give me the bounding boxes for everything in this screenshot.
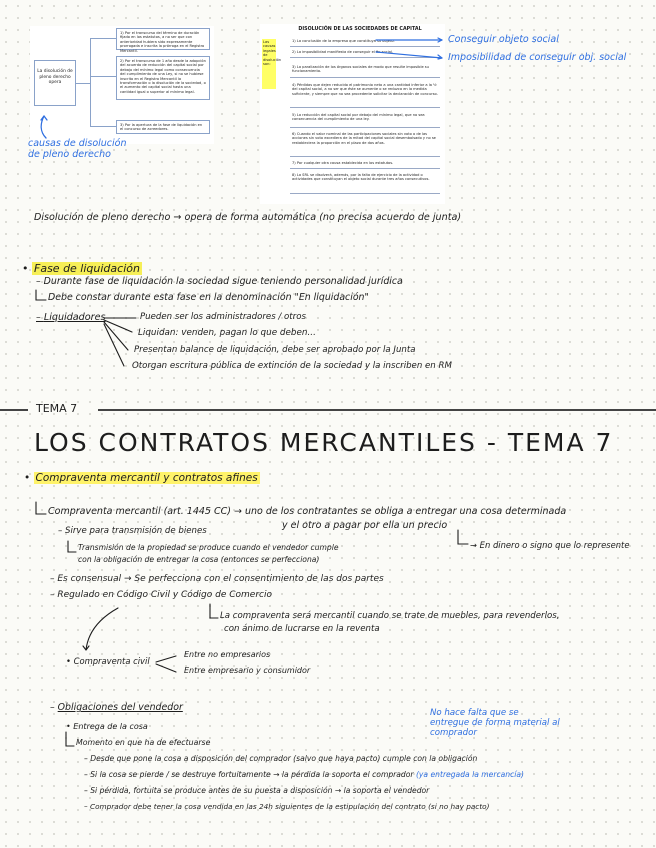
disolucion-note: Disolución de pleno derecho → opera de forma automática (no precisa acuerdo de junta) — [34, 212, 462, 223]
fase-line-2: Debe constar durante esta fase en la denominación "En liquidación" — [48, 292, 369, 303]
table-row: 5) La reducción del capital social por debajo del mínimo legal, que no sea consecuencia del cumplimiento de una ley. — [290, 112, 440, 128]
fase-liquidacion-heading: • Fase de liquidación — [22, 262, 140, 275]
table-row: 1) La conclusión de la empresa que constituya su objeto. — [290, 38, 440, 47]
entrega-note: No hace falta que se entregue de forma material al comprador — [430, 708, 560, 738]
cm-line-7: – Regulado en Código Civil y Código de Comercio — [50, 590, 272, 600]
page-title: LOS CONTRATOS MERCANTILES - TEMA 7 — [34, 428, 614, 457]
cm-line-4: → En dinero o signo que lo represente — [470, 540, 630, 550]
conseguir-annotation: Conseguir objeto social — [448, 34, 559, 45]
table-row: 2) La imposibilidad manifiesta de conseguir el fin social. — [290, 49, 440, 58]
diagram-left-box: La disolución de pleno derecho opera — [34, 60, 76, 106]
imposibilidad-annotation: Imposibilidad de conseguir obj. social — [448, 52, 627, 63]
oblig-6: – Comprador debe tener la cosa vendida en las 24h siguientes de la estipulación del contrato (si no hay pacto) — [84, 802, 490, 811]
civil-2: Entre empresario y consumidor — [184, 666, 311, 675]
causas-annotation: causas de disolución de pleno derecho — [28, 138, 127, 160]
obligaciones-heading: – Obligaciones del vendedor — [50, 702, 183, 713]
cm-line-1: Compraventa mercantil (art. 1445 CC) → uno de los contratantes se obliga a entregar una cosa determinada — [48, 506, 567, 517]
liquidadores-label: – Liquidadores — [36, 312, 106, 323]
oblig-3: – Desde que pone la cosa a disposición del comprador (salvo que haya pacto) cumple con la obligación — [84, 754, 478, 763]
fase-line-1: – Durante fase de liquidación la sociedad sigue teniendo personalidad jurídica — [36, 276, 403, 287]
liquidadores-2: Liquidan: venden, pagan lo que deben... — [138, 328, 316, 338]
divider-line — [98, 409, 656, 411]
tema-tag: TEMA 7 — [36, 402, 78, 415]
liquidadores-4: Otorgan escritura pública de extinción de la sociedad y la inscriben en RM — [132, 361, 452, 371]
cm-line-6: – Es consensual → Se perfecciona con el consentimiento de las dos partes — [50, 574, 384, 584]
cm-line-5b: con la obligación de entregar la cosa (entonces se perfecciona) — [78, 555, 320, 564]
cm-line-5a: Transmisión de la propiedad se produce cuando el vendedor cumple — [78, 543, 339, 552]
divider-line — [0, 409, 28, 411]
cm-line-8a: La compraventa será mercantil cuando se trate de muebles, para revenderlos, — [220, 611, 560, 621]
cm-line-3: – Sirve para transmisión de bienes — [58, 526, 207, 536]
table-side-label: Las causas legales de disolución son: — [262, 39, 276, 89]
civil-1: Entre no empresarios — [184, 650, 271, 659]
diagram-item: 3) Por la apertura de la fase de liquidación en el concurso de acreedores. — [116, 120, 210, 134]
table-row: 4) Pérdidas que dejen reducido el patrimonio neto a una cantidad inferior a la ½ del capital social, a no ser que éste se aumente o se reduzca en la medida suficiente, y siempre que no sea procedente solicitar la declaración de concurso. — [290, 82, 440, 108]
table-row: 7) Por cualquier otra causa establecida en los estatutos. — [290, 160, 440, 169]
compraventa-civil: • Compraventa civil — [66, 656, 150, 666]
liquidadores-1: Pueden ser los administradores / otros — [140, 312, 306, 322]
table-row: 8) La SRL se disolverá, además, por la falta de ejercicio de la actividad o actividades que constituyan el objeto social durante tres años consecutivos. — [290, 172, 440, 194]
section-heading: • Compraventa mercantil y contratos afines — [24, 472, 258, 484]
oblig-5: – Si pérdida, fortuita se produce antes de su puesta a disposición → la soporta el vendedor — [84, 786, 430, 795]
table-row: 3) La paralización de los órganos sociales de modo que resulte imposible su funcionamiento. — [290, 64, 440, 78]
oblig-4: – Si la cosa se pierde / se destruye fortuitamente → la pérdida la soporta el comprador (ya entregada la mercancía) — [84, 770, 525, 779]
liquidadores-3: Presentan balance de liquidación, debe ser aprobado por la Junta — [134, 345, 416, 355]
oblig-2: Momento en que ha de efectuarse — [76, 738, 211, 747]
cm-line-8b: con ánimo de lucrarse en la reventa — [224, 624, 380, 634]
oblig-1: • Entrega de la cosa — [66, 722, 148, 731]
cm-line-2: y el otro a pagar por ella un precio — [282, 520, 448, 531]
diagram-item: 2) Por el transcurso de 1 año desde la adopción del acuerdo de reducción del capital social por debajo del mínimo legal como consecuencia del cumplimiento de una Ley, si no se hubiese inscrito en el Registro Mercantil la transformación o la disolución de la sociedad, o el aumento del capital social hasta una cantidad igual o superior al mínimo legal. — [116, 56, 210, 100]
table-row: 6) Cuando el valor nominal de las participaciones sociales sin voto o de las acciones sin voto excediera de la mitad del capital social desembolsado y no se restableciera la proporción en el plazo de dos años. — [290, 131, 440, 157]
table-title: DISOLUCIÓN DE LAS SOCIEDADES DE CAPITAL — [298, 27, 422, 32]
diagram-item: 1) Por el transcurso del término de duración fijado en los estatutos, a no ser que con anterioridad hubiera sido expresamente prorrogada e inscrita la prórroga en el Registro Mercantil. — [116, 28, 210, 50]
